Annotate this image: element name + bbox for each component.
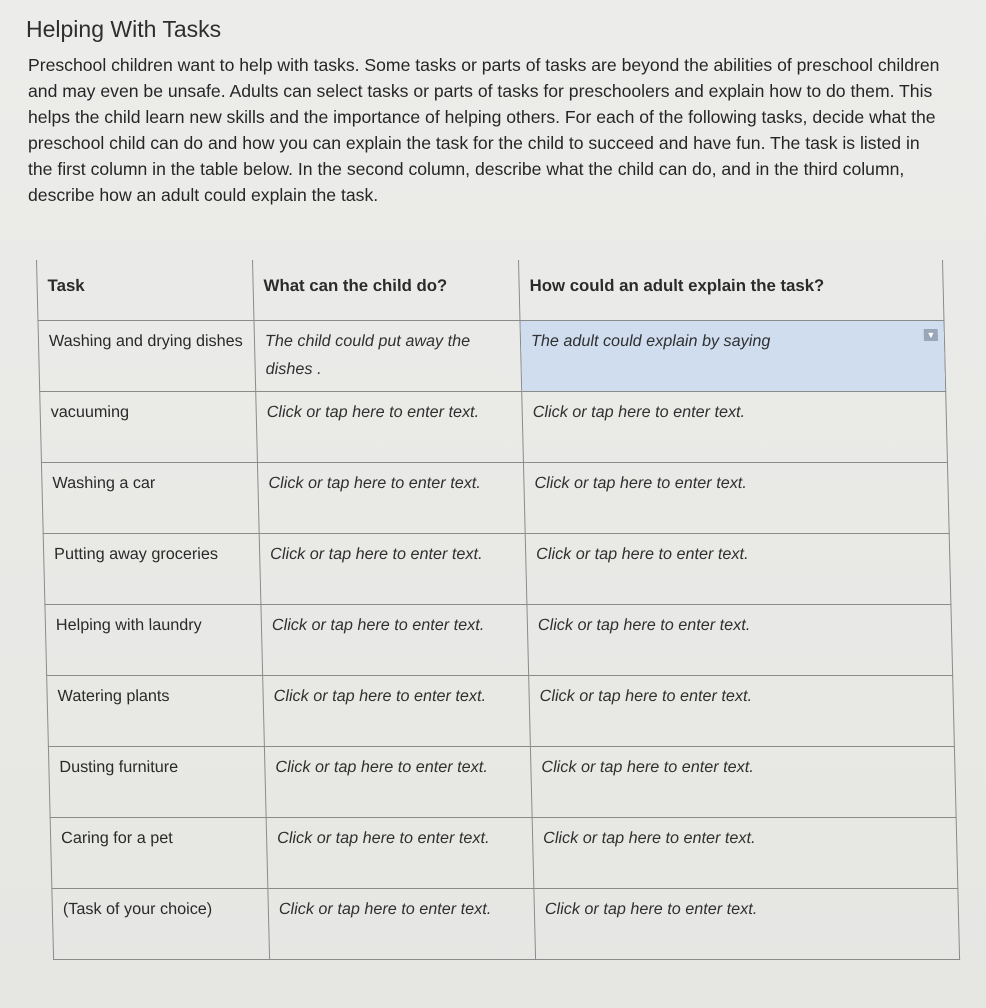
child-input-cell[interactable]: Click or tap here to enter text.: [257, 463, 525, 534]
task-cell: vacuuming: [40, 392, 258, 463]
intro-paragraph: Preschool children want to help with tasks. Some tasks or parts of tasks are beyond the abilities of preschool children and may even be unsafe. Adults can select tasks or parts of tasks for preschoolers and explain how to do them. This helps the child learn new skills and the importance of helping others. For each of the following tasks, decide what the preschool child can do and how you can explain the task for the child to succeed and have fun. The task is listed in the first column in the table below. In the second column, describe what the child can do, and in the third column, describe how an adult could explain the task.: [28, 55, 940, 205]
header-adult: How could an adult explain the task?: [519, 260, 944, 321]
table-header-row: [37, 260, 944, 321]
child-input-cell[interactable]: Click or tap here to enter text.: [261, 605, 529, 676]
header-child: What can the child do?: [253, 260, 520, 321]
child-input-cell[interactable]: Click or tap here to enter text.: [256, 392, 524, 463]
child-input-cell[interactable]: Click or tap here to enter text.: [263, 676, 531, 747]
child-input-cell[interactable]: Click or tap here to enter text.: [264, 747, 532, 818]
child-input-cell[interactable]: Click or tap here to enter text.: [266, 818, 534, 889]
adult-input-cell[interactable]: [520, 321, 946, 392]
child-input-cell[interactable]: Click or tap here to enter text.: [268, 889, 536, 960]
table-row: [50, 818, 958, 889]
table-row: [45, 605, 953, 676]
adult-input-cell[interactable]: Click or tap here to enter text.: [532, 818, 958, 889]
table-row: [38, 321, 946, 392]
table-row: [48, 747, 956, 818]
adult-input-cell[interactable]: Click or tap here to enter text.: [529, 676, 955, 747]
page-title: Helping With Tasks: [26, 16, 222, 42]
task-cell: Watering plants: [47, 676, 265, 747]
child-input-cell[interactable]: Click or tap here to enter text.: [259, 534, 527, 605]
task-cell: Dusting furniture: [48, 747, 266, 818]
header-task: Task: [37, 260, 254, 321]
task-cell: Caring for a pet: [50, 818, 268, 889]
table-row: [52, 889, 960, 960]
chevron-down-icon[interactable]: ▼: [924, 329, 938, 341]
task-cell: Washing a car: [41, 463, 259, 534]
table-row: [47, 676, 955, 747]
adult-input-cell[interactable]: Click or tap here to enter text.: [530, 747, 956, 818]
adult-input-cell[interactable]: Click or tap here to enter text.: [527, 605, 953, 676]
table-row: [43, 534, 951, 605]
child-input-cell[interactable]: The child could put away the dishes .: [254, 321, 522, 392]
table-row: [40, 392, 948, 463]
task-cell: Washing and drying dishes: [38, 321, 256, 392]
adult-input-cell[interactable]: Click or tap here to enter text.: [523, 463, 949, 534]
adult-input-cell[interactable]: Click or tap here to enter text.: [525, 534, 951, 605]
table-row: [41, 463, 949, 534]
task-cell: Putting away groceries: [43, 534, 261, 605]
adult-input-text[interactable]: The adult could explain by saying: [530, 332, 771, 350]
task-cell: (Task of your choice): [52, 889, 270, 960]
task-cell: Helping with laundry: [45, 605, 263, 676]
adult-input-cell[interactable]: Click or tap here to enter text.: [522, 392, 948, 463]
adult-input-cell[interactable]: Click or tap here to enter text.: [534, 889, 960, 960]
task-table: [36, 260, 960, 960]
